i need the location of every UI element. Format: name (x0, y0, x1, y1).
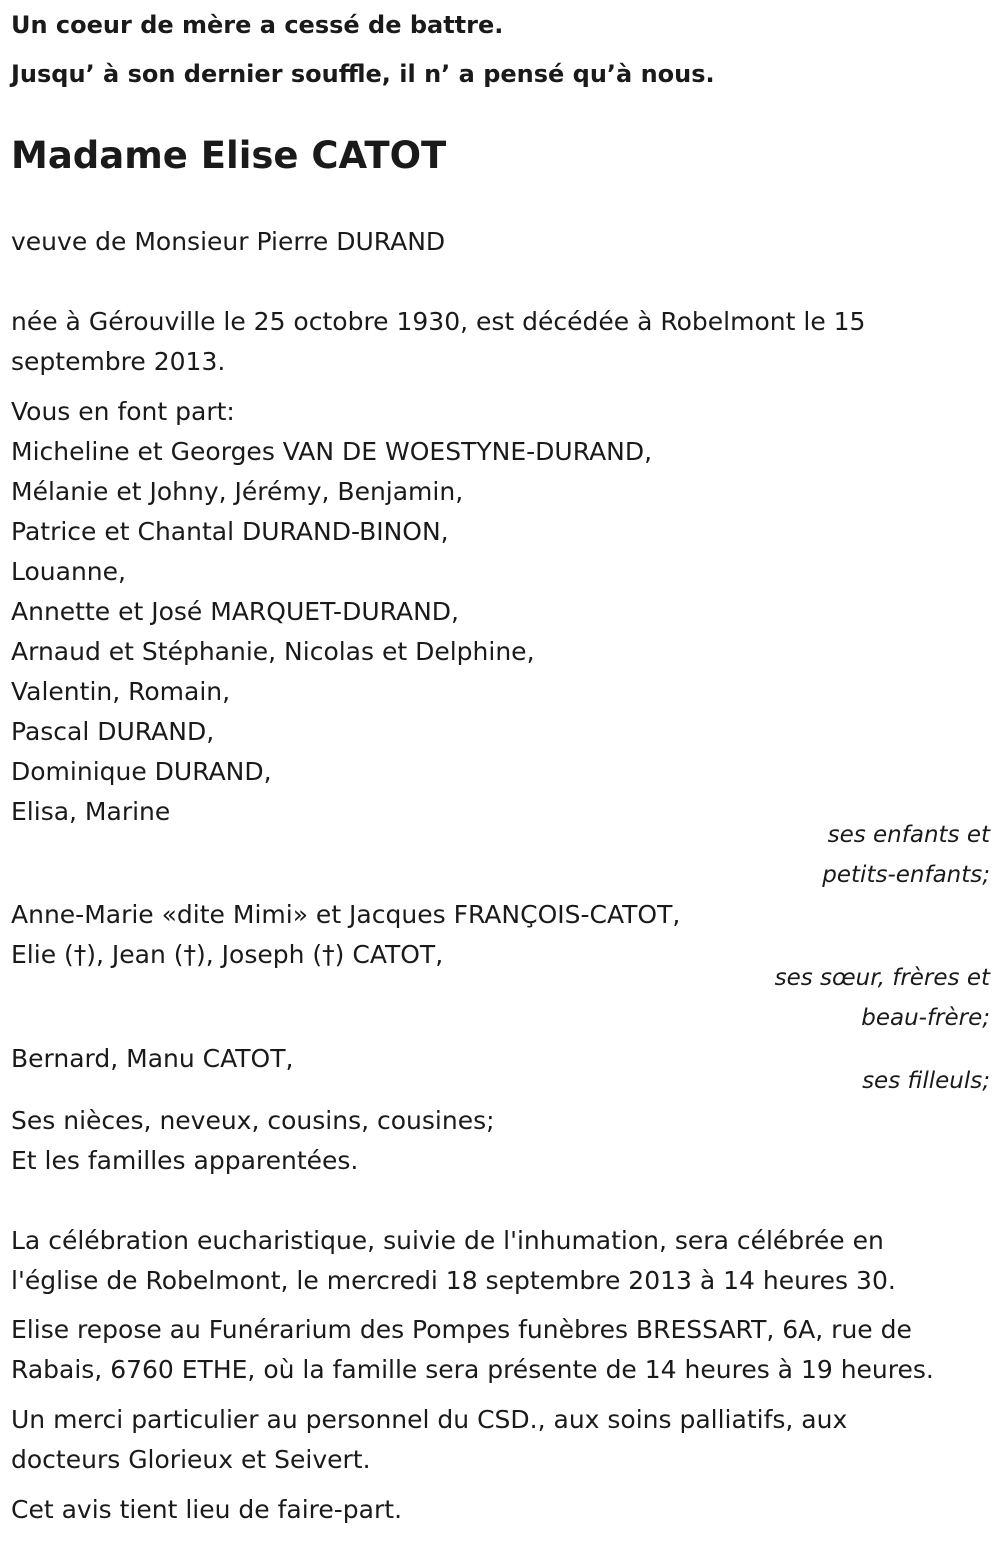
birth-death-block (11, 302, 865, 382)
children-role-line-1: ses enfants et (827, 822, 990, 848)
thanks-block (11, 1400, 847, 1480)
motto-line-2: Jusqu’ à son dernier souffle, il n’ a pensé qu’à nous. (11, 60, 715, 88)
children-role-line-2: petits-enfants; (822, 862, 990, 888)
rest-line-2: Rabais, 6760 ETHE, où la famille sera présente de 14 heures à 19 heures. (11, 1355, 934, 1384)
thanks-line-2: docteurs Glorieux et Seivert. (11, 1445, 371, 1474)
rest-block (11, 1310, 934, 1390)
relatives-block (11, 1101, 495, 1181)
child-line: Pascal DURAND, (11, 717, 215, 746)
thanks-line-1: Un merci particulier au personnel du CSD., aux soins palliatifs, aux (11, 1405, 848, 1434)
sibling-line: Elie (†), Jean (†), Joseph (†) CATOT, (11, 940, 444, 969)
siblings-block (11, 895, 680, 975)
child-line: Annette et José MARQUET-DURAND, (11, 597, 459, 626)
birth-death-line-1: née à Gérouville le 25 octobre 1930, est décédée à Robelmont le 15 (11, 307, 866, 336)
widow-line: veuve de Monsieur Pierre DURAND (11, 227, 446, 256)
rest-line-1: Elise repose au Funérarium des Pompes funèbres BRESSART, 6A, rue de (11, 1315, 912, 1344)
godchildren-line: Bernard, Manu CATOT, (11, 1044, 294, 1073)
child-line: Dominique DURAND, (11, 757, 272, 786)
children-role (822, 815, 990, 895)
ceremony-block (11, 1221, 896, 1301)
sibling-line: Anne-Marie «dite Mimi» et Jacques FRANÇOIS-CATOT, (11, 900, 681, 929)
relatives-line-1: Ses nièces, neveux, cousins, cousines; (11, 1106, 495, 1135)
ceremony-line-1: La célébration eucharistique, suivie de l'inhumation, sera célébrée en (11, 1226, 884, 1255)
relatives-line-2: Et les familles apparentées. (11, 1146, 359, 1175)
child-line: Mélanie et Johny, Jérémy, Benjamin, (11, 477, 464, 506)
deceased-name: Madame Elise CATOT (11, 134, 447, 177)
ceremony-line-2: l'église de Robelmont, le mercredi 18 septembre 2013 à 14 heures 30. (11, 1266, 896, 1295)
child-line: Valentin, Romain, (11, 677, 231, 706)
motto-line-1: Un coeur de mère a cessé de battre. (11, 11, 504, 39)
child-line: Elisa, Marine (11, 797, 171, 826)
siblings-role-line-1: ses sœur, frères et (774, 965, 990, 991)
announce-and-children (11, 392, 652, 832)
siblings-role (775, 958, 990, 1038)
siblings-role-line-2: beau-frère; (861, 1005, 990, 1031)
child-line: Patrice et Chantal DURAND-BINON, (11, 517, 449, 546)
godchildren-role: ses filleuls; (862, 1068, 990, 1094)
announce-line: Vous en font part: (11, 397, 235, 426)
child-line: Arnaud et Stéphanie, Nicolas et Delphine, (11, 637, 535, 666)
child-line: Micheline et Georges VAN DE WOESTYNE-DURAND, (11, 437, 653, 466)
child-line: Louanne, (11, 557, 126, 586)
closing-line: Cet avis tient lieu de faire-part. (11, 1495, 403, 1524)
birth-death-line-2: septembre 2013. (11, 347, 226, 376)
